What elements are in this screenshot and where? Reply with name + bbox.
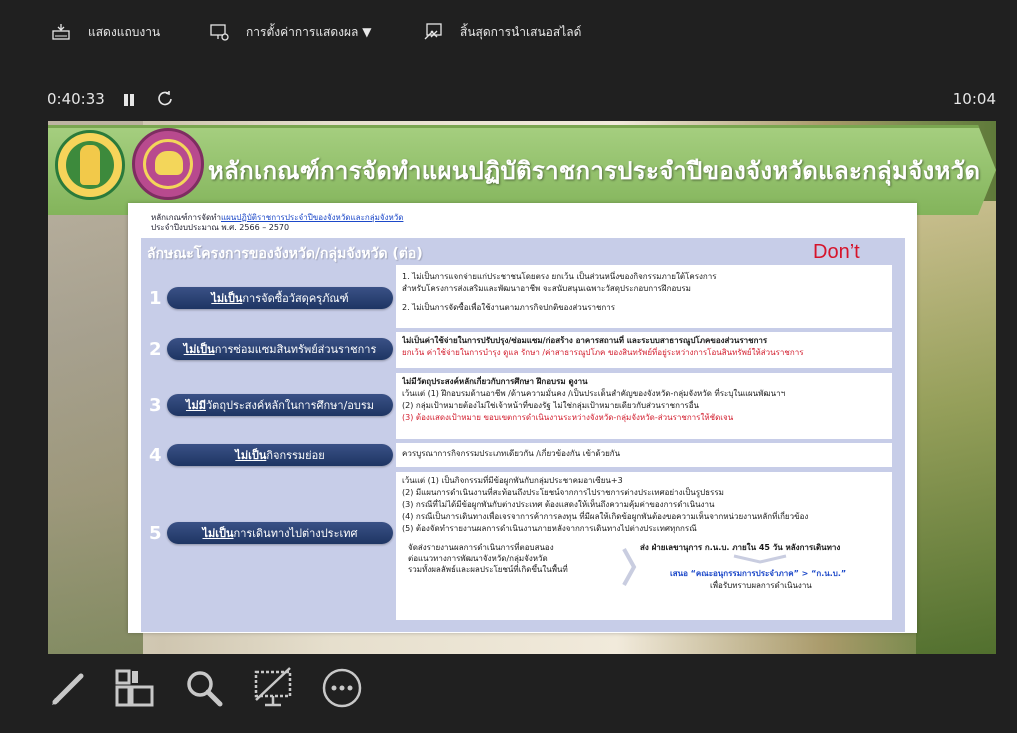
show-taskbar-button[interactable] xyxy=(52,22,160,42)
detail-line: (3) กรณีที่ไม่ได้มีข้อผูกพันกับต่างประเทศ ต้องแสดงให้เห็นถึงความคุ้มค่าของการดำเนินงาน xyxy=(402,500,715,509)
detail-line: ยกเว้น ค่าใช้จ่ายในการบำรุง ดูแล รักษา /ค่าสาธารณูปโภค ของสินทรัพย์ที่อยู่ระหว่างการโอนสินทรัพย์ให้ส่วนราชการ xyxy=(402,348,804,357)
detail-line: (5) ต้องจัดทำรายงานผลการดำเนินงานภายหลังจากการเดินทางไปต่างประเทศทุกกรณี xyxy=(402,524,697,533)
doc-subheader: ประจำปีงบประมาณ พ.ศ. 2566 – 2570 xyxy=(151,223,290,232)
province-seal-logo xyxy=(132,128,204,200)
detail-line: 1. ไม่เป็นการแจกจ่ายแก่ประชาชนโดยตรง ยกเว้น เป็นส่วนหนึ่งของกิจกรรมภายใต้โครงการ xyxy=(402,272,717,281)
detail-line: เว้นแต่ (1) ฝึกอบรมด้านอาชีพ /ด้านความมั่นคง /เป็นประเด็นสำคัญของจังหวัด-กลุ่มจังหวัด ที่ระบุในแผนพัฒนาฯ xyxy=(402,389,786,398)
elapsed-timer: 0:40:33 xyxy=(47,90,105,108)
detail-line: เว้นแต่ (1) เป็นกิจกรรมที่มีข้อผูกพันกับกลุ่มประชาคมอาเซียน+3 xyxy=(402,476,623,485)
presenter-toolbar xyxy=(0,0,1017,68)
detail-line: ควรบูรณาการกิจกรรมประเภทเดียวกัน /เกี่ยวข้องกัน เข้าด้วยกัน xyxy=(402,449,621,458)
monitor-gear-icon xyxy=(210,22,230,42)
detail-line: (2) กลุ่มเป้าหมายต้องไม่ใช่เจ้าหน้าที่ของรัฐ ไม่ใช่กลุ่มเป้าหมายเดียวกับส่วนราชการอื่น xyxy=(402,401,700,410)
criteria-detail-box xyxy=(396,443,892,467)
criteria-detail-box xyxy=(396,265,892,328)
doc-header: หลักเกณฑ์การจัดทำแผนปฏิบัติราชการประจำปีของจังหวัดและกลุ่มจังหวัด xyxy=(151,213,404,222)
clock: 10:04 xyxy=(952,90,996,108)
slide-title: หลักเกณฑ์การจัดทำแผนปฏิบัติราชการประจำปีของจังหวัดและกลุ่มจังหวัด xyxy=(208,157,981,185)
criteria-detail-box xyxy=(396,472,892,620)
pause-icon[interactable] xyxy=(122,92,136,108)
row-number: 3 xyxy=(149,395,162,416)
criteria-pill: ไม่มี วัตถุประสงค์หลักในการศึกษา/อบรม xyxy=(167,394,393,416)
slide-background-right xyxy=(916,201,996,654)
end-slideshow-label: สิ้นสุดการนำเสนอสไลด์ xyxy=(460,24,582,39)
ministry-logo xyxy=(55,130,125,200)
see-all-slides-button[interactable] xyxy=(112,666,156,710)
document-page xyxy=(128,203,917,633)
taskbar-icon xyxy=(52,22,72,42)
detail-line: ไม่เป็นค่าใช้จ่ายในการปรับปรุง/ซ่อมแซม/ก่อสร้าง อาคารสถานที่ และระบบสาธารณูปโภคของส่วนราชการ xyxy=(402,336,768,345)
panel-title: ลักษณะโครงการของจังหวัด/กลุ่มจังหวัด (ต่อ) xyxy=(147,246,423,262)
pen-icon xyxy=(47,666,91,710)
criteria-pill: ไม่เป็น กิจกรรมย่อย xyxy=(167,444,393,466)
display-settings-label: การตั้งค่าการแสดงผล ▼ xyxy=(246,24,372,39)
pen-tool-button[interactable] xyxy=(47,666,91,710)
restart-icon[interactable] xyxy=(156,90,174,108)
slide-sorter-icon xyxy=(112,666,156,710)
end-slideshow-button[interactable] xyxy=(424,22,581,42)
row-number: 1 xyxy=(149,288,162,309)
black-screen-button[interactable] xyxy=(251,666,295,710)
detail-line: (2) มีแผนการดำเนินงานที่สะท้อนถึงประโยชน์จากการไปราชการต่างประเทศอย่างเป็นรูปธรรม xyxy=(402,488,724,497)
chevron-right-icon xyxy=(620,547,638,587)
current-slide[interactable] xyxy=(48,121,996,654)
doc-header-link: แผนปฏิบัติราชการประจำปีของจังหวัดและกลุ่มจังหวัด xyxy=(220,213,404,222)
row-number: 4 xyxy=(149,445,162,466)
display-settings-button[interactable] xyxy=(210,22,371,42)
chevron-down-icon xyxy=(730,554,790,564)
presenter-tools xyxy=(0,660,1017,733)
detail-line: (3) ต้องแสดงเป้าหมาย ขอบเขตการดำเนินงานระหว่างจังหวัด-กลุ่มจังหวัด-ส่วนราชการให้ชัดเจน xyxy=(402,413,734,422)
criteria-pill: ไม่เป็น การจัดซื้อวัสดุครุภัณฑ์ xyxy=(167,287,393,309)
detail-line: ไม่มีวัตถุประสงค์หลักเกี่ยวกับการศึกษา ฝึกอบรม ดูงาน xyxy=(402,377,588,386)
report-submission: ส่ง ฝ่ายเลขานุการ ก.น.บ. ภายใน 45 วัน หลังการเดินทาง เสนอ “คณะอนุกรรมการประจำภาค” > “ก.น.บ.” เพื่อรับทราบผลการดำเนินงาน xyxy=(640,543,847,590)
criteria-detail-box xyxy=(396,373,892,439)
report-flow xyxy=(402,539,886,611)
timer-row xyxy=(0,88,1017,112)
show-taskbar-label: แสดงแถบงาน xyxy=(88,24,161,39)
criteria-detail-box xyxy=(396,332,892,368)
criteria-pill: ไม่เป็น การซ่อมแซมสินทรัพย์ส่วนราชการ xyxy=(167,338,393,360)
detail-line: สำหรับโครงการส่งเสริมและพัฒนาอาชีพ จะสนับสนุนเฉพาะวัสดุประกอบการฝึกอบรม xyxy=(402,284,691,293)
end-show-icon xyxy=(424,22,444,42)
row-number: 2 xyxy=(149,339,162,360)
dont-label: Don’t xyxy=(813,241,860,263)
black-screen-icon xyxy=(251,666,295,710)
more-options-icon xyxy=(320,666,364,710)
zoom-button[interactable] xyxy=(182,666,226,710)
more-options-button[interactable] xyxy=(320,666,364,710)
report-requirement: จัดส่งรายงานผลการดำเนินการที่ตอบสนอง ต่อแนวทางการพัฒนาจังหวัด/กลุ่มจังหวัด รวมทั้งผลลัพธ์และผลประโยชน์ที่เกิดขึ้นในพื้นที่ xyxy=(408,543,568,574)
criteria-pill: ไม่เป็น การเดินทางไปต่างประเทศ xyxy=(167,522,393,544)
detail-line: 2. ไม่เป็นการจัดซื้อเพื่อใช้งานตามภารกิจปกติของส่วนราชการ xyxy=(402,303,616,312)
row-number: 5 xyxy=(149,523,162,544)
detail-line: (4) กรณีเป็นการเดินทางเพื่อเจรจาการค้าการลงทุน ที่มีผลให้เกิดข้อผูกพันต้องขอความเห็นจากหน่วยงานหลักที่เกี่ยวข้อง xyxy=(402,512,809,521)
zoom-icon xyxy=(182,666,226,710)
project-criteria-panel xyxy=(141,238,905,632)
